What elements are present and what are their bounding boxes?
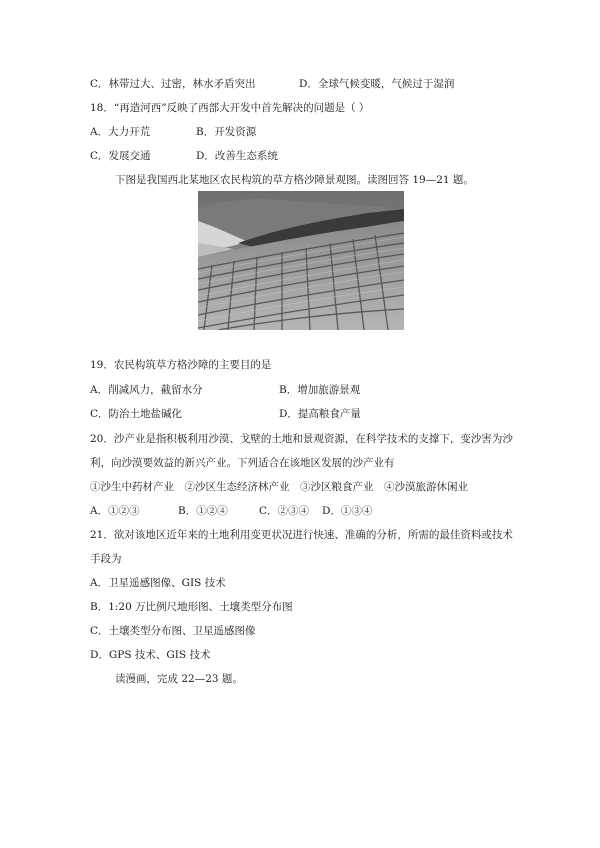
q18-option-d: D．改善生态系统 xyxy=(196,150,278,162)
q18-option-a: A．大力开荒 xyxy=(90,126,151,138)
q20-stem-line1: 20．沙产业是指积极利用沙漠、戈壁的土地和景观资源，在科学技术的支撑下，变沙害为沙 xyxy=(90,433,513,445)
intro-19-21: 下图是我国西北某地区农民构筑的草方格沙障景观图。读图回答 19—21 题。 xyxy=(115,174,474,186)
q21-option-b: B．1:20 万比例尺地形图、土壤类型分布图 xyxy=(90,601,293,613)
q21-option-d: D．GPS 技术、GIS 技术 xyxy=(90,649,211,661)
q21-stem-line1: 21．欲对该地区近年来的土地利用变更状况进行快速、准确的分析，所需的最佳资料或技术 xyxy=(90,529,513,541)
q20-items: ①沙生中药材产业 ②沙区生态经济林产业 ③沙区粮食产业 ④沙漠旅游休闲业 xyxy=(90,481,468,493)
q21-option-c: C．土壤类型分布图、卫星遥感图像 xyxy=(90,625,256,637)
q19-option-d: D．提高粮食产量 xyxy=(279,408,361,420)
sand-barrier-illustration xyxy=(198,191,404,330)
q17-option-d: D．全球气候变暖，气候过于湿润 xyxy=(299,78,455,90)
q21-option-a: A．卫星遥感图像、GIS 技术 xyxy=(90,577,226,589)
q20-option-d: D．①③④ xyxy=(322,505,373,517)
q18-option-b: B．开发资源 xyxy=(196,126,257,138)
q18-option-c: C．发展交通 xyxy=(90,150,151,162)
q20-option-b: B．①②④ xyxy=(178,505,228,517)
q17-option-c: C．林带过大、过密，林水矛盾突出 xyxy=(90,78,256,90)
q20-option-a: A．①②③ xyxy=(90,505,140,517)
intro-22-23: 读漫画，完成 22—23 题。 xyxy=(115,673,243,685)
q19-option-c: C．防治土地盐碱化 xyxy=(90,408,183,420)
q20-option-c: C．②③④ xyxy=(259,505,310,517)
q19-option-b: B．增加旅游景观 xyxy=(279,384,361,396)
q19-option-a: A．削减风力，截留水分 xyxy=(90,384,203,396)
q20-stem-line2: 利，向沙漠要效益的新兴产业。下列适合在该地区发展的沙产业有 xyxy=(90,457,395,469)
q18-stem: 18．“再造河西”反映了西部大开发中首先解决的问题是（ ） xyxy=(90,102,370,114)
q21-stem-line2: 手段为 xyxy=(90,553,122,565)
q19-stem: 19．农民构筑草方格沙障的主要目的是 xyxy=(90,359,272,371)
sand-barrier-photo xyxy=(198,191,404,330)
